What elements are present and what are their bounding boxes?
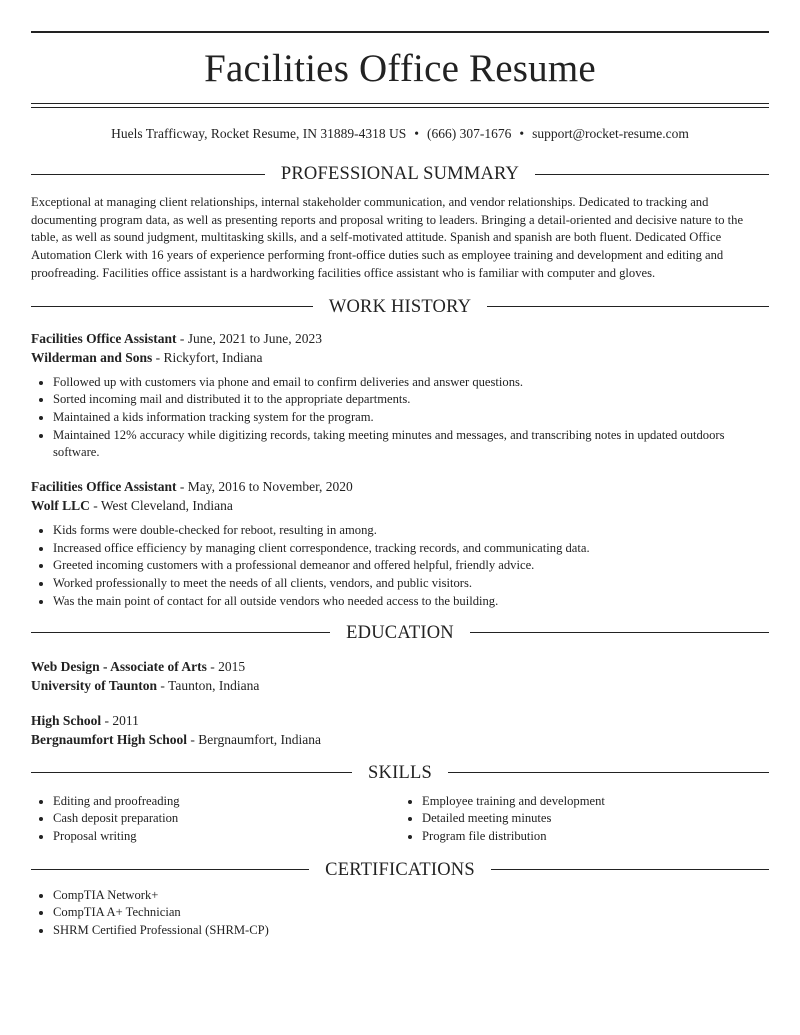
job-company-line <box>31 496 769 515</box>
list-item: • Cash deposit preparation <box>53 810 400 828</box>
list-item: • Worked professionally to meet the needs of all clients, vendors, and public visitors. <box>53 575 769 593</box>
job-company-line <box>31 348 769 367</box>
heading-rule <box>470 632 769 633</box>
list-item: • Program file distribution <box>422 828 769 846</box>
contact-phone: (666) 307-1676 <box>426 126 512 141</box>
job-dates: - May, 2016 to November, 2020 <box>176 479 353 495</box>
job-title-line <box>31 329 769 348</box>
education-entry <box>31 711 769 749</box>
list-item: • Editing and proofreading <box>53 793 400 811</box>
contact-address: Huels Trafficway, Rocket Resume, IN 31889-4318 US <box>111 126 407 141</box>
list-item: • Maintained 12% accuracy while digitizing records, taking meeting minutes and messages, and transcribing notes in updated outdoors software. <box>53 427 769 462</box>
section-heading-education <box>31 623 769 643</box>
title-double-rule <box>31 103 769 108</box>
job-company: Wilderman and Sons <box>31 349 153 365</box>
list-item: • Employee training and development <box>422 793 769 811</box>
heading-rule <box>31 632 330 633</box>
job-company: Wolf LLC <box>31 498 90 514</box>
list-item: • CompTIA A+ Technician <box>53 904 769 922</box>
skills-list-right <box>400 793 769 846</box>
heading-rule <box>487 306 769 307</box>
heading-rule <box>535 174 769 175</box>
contact-separator: • <box>414 126 419 141</box>
job-entry <box>31 477 769 611</box>
list-item: • Sorted incoming mail and distributed it to the appropriate departments. <box>53 391 769 409</box>
job-title: Facilities Office Assistant <box>31 479 177 495</box>
section-heading-summary <box>31 164 769 184</box>
section-heading-skills <box>31 763 769 783</box>
skills-list-left <box>31 793 400 846</box>
education-year: - 2015 <box>206 658 246 674</box>
education-degree: Web Design - Associate of Arts <box>31 658 207 674</box>
contact-email: support@rocket-resume.com <box>532 126 689 141</box>
education-degree: High School <box>31 712 102 728</box>
list-item: • Proposal writing <box>53 828 400 846</box>
list-item: • CompTIA Network+ <box>53 887 769 905</box>
list-item: • Maintained a kids information tracking system for the program. <box>53 409 769 427</box>
skills-columns <box>31 793 769 846</box>
job-entry <box>31 329 769 463</box>
education-entry <box>31 657 769 695</box>
section-title: CERTIFICATIONS <box>325 859 475 880</box>
heading-rule <box>31 869 309 870</box>
top-rule <box>31 31 769 33</box>
education-year: - 2011 <box>101 712 139 728</box>
contact-separator: • <box>519 126 525 141</box>
contact-line <box>31 126 769 142</box>
job-bullets <box>31 374 769 463</box>
education-degree-line <box>31 711 769 730</box>
list-item: • Detailed meeting minutes <box>422 810 769 828</box>
job-dates: - June, 2021 to June, 2023 <box>176 330 322 346</box>
page-title: Facilities Office Resume <box>204 47 596 90</box>
section-heading-work <box>31 297 769 317</box>
job-bullets <box>31 522 769 611</box>
heading-rule <box>491 869 769 870</box>
education-school-line <box>31 676 769 695</box>
list-item: • Greeted incoming customers with a professional demeanor and offered helpful, friendly advice. <box>53 557 769 575</box>
certifications-list <box>31 887 769 940</box>
list-item: • Increased office efficiency by managing client correspondence, tracking records, and communicating data. <box>53 540 769 558</box>
job-title-line <box>31 477 769 496</box>
list-item: • Kids forms were double-checked for reboot, resulting in among. <box>53 522 769 540</box>
education-degree-line <box>31 657 769 676</box>
list-item: • SHRM Certified Professional (SHRM-CP) <box>53 922 769 940</box>
job-location: - Rickyfort, Indiana <box>152 349 263 365</box>
education-school-line <box>31 730 769 749</box>
education-school: Bergnaumfort High School <box>31 731 188 747</box>
education-school: University of Taunton <box>31 677 158 693</box>
job-title: Facilities Office Assistant <box>31 330 177 346</box>
heading-rule <box>31 772 352 773</box>
heading-rule <box>448 772 769 773</box>
list-item: • Followed up with customers via phone and email to confirm deliveries and answer questions. <box>53 374 769 392</box>
list-item: • Was the main point of contact for all outside vendors who needed access to the building. <box>53 593 769 611</box>
summary-paragraph: Exceptional at managing client relationships, internal stakeholder communication, and vendor relationships. Dedicated to tracking and documenting program data, as well as presenting reports and proposal writing to leaders. Bringing a detail-oriented and decisive nature to the table, as well as sound judgment, multitasking skills, and a self-motivated attitude. Spanish and spanish are both fluent. Dedicated Office Automation Clerk with 16 years of experience performing front-office duties such as employee training and development and editing and proofreading. Facilities office assistant is a hardworking facilities office assistant who is familiar with computer and gloves. <box>31 195 744 280</box>
education-location: - Bergnaumfort, Indiana <box>187 731 321 747</box>
job-location: - West Cleveland, Indiana <box>89 498 233 514</box>
section-heading-certifications <box>31 860 769 880</box>
section-title: SKILLS <box>368 762 432 783</box>
heading-rule <box>31 174 265 175</box>
section-title: WORK HISTORY <box>328 296 472 317</box>
resume-page <box>31 31 769 940</box>
section-title: PROFESSIONAL SUMMARY <box>280 164 520 184</box>
heading-rule <box>31 306 313 307</box>
education-location: - Taunton, Indiana <box>157 677 260 693</box>
section-title: EDUCATION <box>346 622 454 643</box>
